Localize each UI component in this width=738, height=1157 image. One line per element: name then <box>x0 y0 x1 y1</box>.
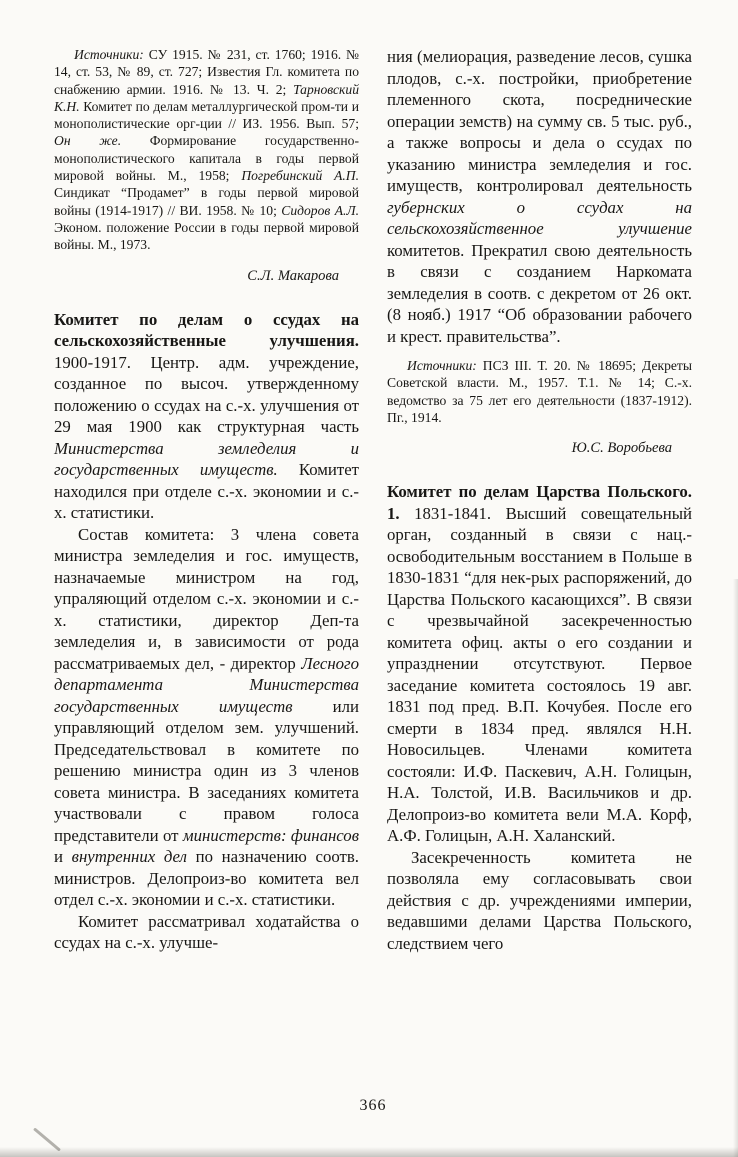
scan-edge-bottom <box>0 1147 738 1157</box>
author-signature: С.Л. Макарова <box>247 267 339 284</box>
scan-edge-right <box>733 579 738 1157</box>
entry-body-paragraph: Засекреченность комитета не позволяла ему согласовывать свои действия с др. учреждениями империи, ведавшими делами Царства Польского, следствием чего <box>387 847 692 953</box>
entry-title-paragraph: Комитет по делам о ссудах на сельскохозяйственные улучшения. 1900-1917. Центр. адм. учреждение, созданное по высоч. утвержденному положению о ссудах на с.-х. улучшения от 29 мая 1900 как структурная часть Министерства земледелия и государственных имуществ. Комитет находился при отделе с.-х. экономии и с.-х. статистики. <box>54 309 359 523</box>
author-signature: Ю.С. Воробьева <box>571 440 672 457</box>
entry-continuation-paragraph: ния (мелиорация, разведение лесов, сушка плодов, с.-х. постройки, приобретение племенного скота, посреднические операции земств) на сумму св. 5 тыс. руб., а также вопросы и дела о ссудах по указанию министра земледелия и гос. имуществ, контролировал деятельность губернских о ссудах на сельскохозяйственное улучшение комитетов. Прекратил свою деятельность в связи с созданием Наркомата земледелия в соотв. с декретом от 26 окт. (8 нояб.) 1917 “Об образовании рабочего и крест. правительства”. <box>387 47 692 346</box>
sources-paragraph: Источники: СУ 1915. № 231, ст. 1760; 1916. № 14, ст. 53, № 89, ст. 727; Известия Гл. комитета по снабжению армии. 1916. № 13. Ч. 2; Тарновский К.Н. Комитет по делам металлургической пром-ти и монополистические орг-ции // ИЗ. 1956. Вып. 57; Он же. Формирование государственно-монополистического капитала в годы первой мировой войны. М., 1958; Погребинский А.П. Синдикат “Продамет” в годы первой мировой войны (1914-1917) // ВИ. 1958. № 10; Сидоров А.Л. Эконом. положение России в годы первой мировой войны. М., 1973. <box>54 47 360 253</box>
page-number: 366 <box>359 1097 387 1114</box>
entry-body-paragraph: Комитет рассматривал ходатайства о ссудах на с.-х. улучше- <box>54 911 359 953</box>
scan-artifact-mark <box>33 1127 61 1151</box>
left-column <box>54 46 359 954</box>
entry-title-paragraph: Комитет по делам Царства Польского. 1. 1831-1841. Высший совещательный орган, созданный в связи с нац.-освободительным восстанием в Польше в 1830-1831 “для нек-рых распоряжений, до Царства Польского касающихся”. В связи с чрезвычайной засекреченностью комитета офиц. акты о его создании и упразднении отсутствуют. Первое заседание комитета состоялось 19 авг. 1831 под пред. В.П. Кочубея. После его смерти в 1834 пред. являлся Н.Н. Новосильцев. Членами комитета состояли: И.Ф. Паскевич, А.Н. Голицын, Н.А. Толстой, И.В. Васильчиков и др. Делопроиз-во комитета вели М.А. Корф, А.Ф. Голицын, А.Н. Халанский. <box>387 482 692 846</box>
entry-body-paragraph: Состав комитета: 3 члена совета министра земледелия и гос. имуществ, назначаемые министром на год, упраляющий отделом с.-х. экономии и с.-х. статистики, директор Деп-та земледелия и, в зависимости от рода рассматриваемых дел, - директор Лесного департамента Министерства государственных имуществ или управляющий отделом зем. улучшений. Председательствовал в комитете по решению министра один из 3 членов совета министра. В заседаниях комитета участвовали с правом голоса представители от министерств: финансов и внутренних дел по назначению соотв. министров. Делопроиз-во комитета вел отдел с.-х. экономии и с.-х. статистики. <box>54 524 359 910</box>
sources-paragraph: Источники: ПСЗ III. Т. 20. № 18695; Декреты Советской власти. М., 1957. Т.1. № 14; С.-х. ведомство за 75 лет его деятельности (1837-1912). Пг., 1914. <box>387 358 692 425</box>
right-column <box>387 46 692 954</box>
text-columns <box>54 46 692 954</box>
